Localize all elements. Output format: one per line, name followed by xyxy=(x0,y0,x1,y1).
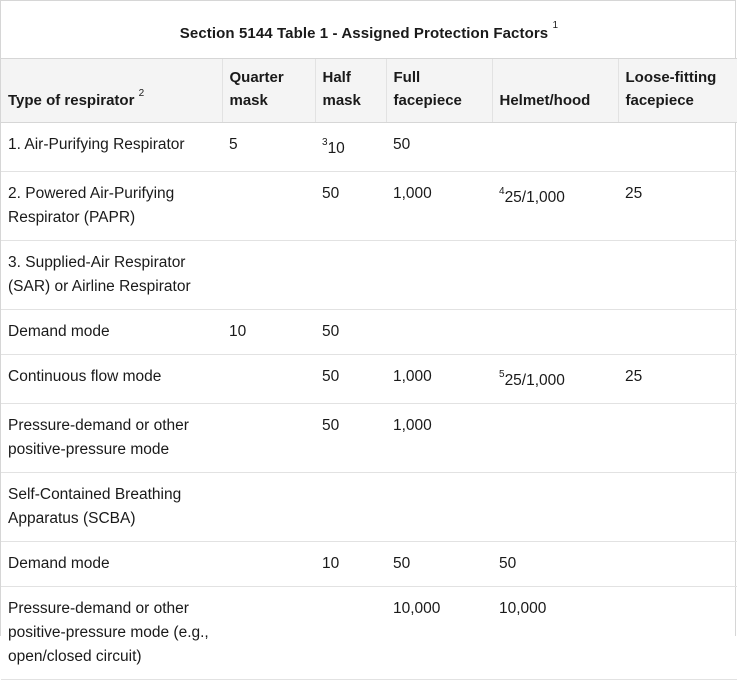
cell-half xyxy=(315,240,386,309)
cell-loose xyxy=(618,240,737,309)
cell-half: 50 xyxy=(315,171,386,240)
cell-full: 50 xyxy=(386,122,492,171)
cell-quarter xyxy=(222,403,315,472)
cell-loose xyxy=(618,472,737,541)
cell-full xyxy=(386,240,492,309)
table-row xyxy=(1,240,737,309)
cell-half xyxy=(315,586,386,679)
table-row xyxy=(1,403,737,472)
cell-quarter xyxy=(222,586,315,679)
header-full-line2: facepiece xyxy=(393,91,462,109)
cell-full: 1,000 xyxy=(386,403,492,472)
header-half-line2: mask xyxy=(322,91,361,109)
cell-helmet: 50 xyxy=(492,541,618,586)
cell-type: 1. Air-Purifying Respirator xyxy=(1,122,222,171)
header-quarter-mask xyxy=(222,59,315,122)
cell-half xyxy=(315,472,386,541)
cell-loose xyxy=(618,403,737,472)
cell-half: 50 xyxy=(315,403,386,472)
header-helmet-hood xyxy=(492,59,618,122)
table-row xyxy=(1,586,737,679)
cell-half: 10 xyxy=(315,541,386,586)
cell-helmet xyxy=(492,240,618,309)
cell-half xyxy=(315,122,386,171)
cell-type: Demand mode xyxy=(1,309,222,354)
cell-quarter xyxy=(222,171,315,240)
cell-quarter xyxy=(222,541,315,586)
cell-helmet xyxy=(492,122,618,171)
cell-helmet-value: 25/1,000 xyxy=(504,371,565,389)
cell-loose xyxy=(618,586,737,679)
cell-quarter xyxy=(222,240,315,309)
cell-helmet-footnote[interactable]: 4 xyxy=(499,185,505,197)
table-row xyxy=(1,541,737,586)
cell-loose xyxy=(618,309,737,354)
cell-quarter xyxy=(222,354,315,403)
cell-type: Continuous flow mode xyxy=(1,354,222,403)
cell-half: 50 xyxy=(315,309,386,354)
table-row xyxy=(1,354,737,403)
table-row xyxy=(1,171,737,240)
table-title xyxy=(1,1,737,59)
cell-helmet xyxy=(492,354,618,403)
cell-type: Demand mode xyxy=(1,541,222,586)
cell-full xyxy=(386,309,492,354)
cell-helmet xyxy=(492,171,618,240)
cell-type: 3. Supplied-Air Respirator (SAR) or Airline Respirator xyxy=(1,240,222,309)
header-type xyxy=(1,59,222,122)
table-row xyxy=(1,472,737,541)
cell-helmet-footnote[interactable]: 5 xyxy=(499,368,505,380)
cell-full: 1,000 xyxy=(386,171,492,240)
table-header xyxy=(1,59,737,122)
cell-quarter: 10 xyxy=(222,309,315,354)
cell-loose: 25 xyxy=(618,171,737,240)
header-half-mask xyxy=(315,59,386,122)
cell-type: Pressure-demand or other positive-pressure mode (e.g., open/closed circuit) xyxy=(1,586,222,679)
cell-quarter: 5 xyxy=(222,122,315,171)
cell-helmet: 10,000 xyxy=(492,586,618,679)
cell-loose xyxy=(618,541,737,586)
cell-loose: 25 xyxy=(618,354,737,403)
header-half-line1: Half xyxy=(322,68,351,86)
cell-full xyxy=(386,472,492,541)
cell-type: Self-Contained Breathing Apparatus (SCBA) xyxy=(1,472,222,541)
table-title-footnote[interactable]: 1 xyxy=(552,20,559,31)
cell-half-footnote[interactable]: 3 xyxy=(322,136,328,148)
header-helmet-label: Helmet/hood xyxy=(499,91,591,109)
table-title-text: Section 5144 Table 1 - Assigned Protection Factors xyxy=(179,25,549,42)
cell-type: 2. Powered Air-Purifying Respirator (PAPR) xyxy=(1,171,222,240)
cell-helmet xyxy=(492,403,618,472)
cell-quarter xyxy=(222,472,315,541)
header-quarter-line2: mask xyxy=(229,91,268,109)
header-type-label: Type of respirator xyxy=(8,91,135,109)
header-full-line1: Full xyxy=(393,68,421,86)
header-type-footnote[interactable]: 2 xyxy=(138,87,145,99)
cell-half: 50 xyxy=(315,354,386,403)
cell-type: Pressure-demand or other positive-pressure mode xyxy=(1,403,222,472)
header-row xyxy=(1,59,737,122)
cell-half-value: 10 xyxy=(327,139,345,157)
cell-full: 50 xyxy=(386,541,492,586)
header-full-facepiece xyxy=(386,59,492,122)
table-body xyxy=(1,122,737,679)
table-row xyxy=(1,122,737,171)
cell-full: 1,000 xyxy=(386,354,492,403)
protection-factors-table xyxy=(1,1,737,680)
cell-helmet-value: 25/1,000 xyxy=(504,188,565,206)
cell-loose xyxy=(618,122,737,171)
table-row xyxy=(1,309,737,354)
header-quarter-line1: Quarter xyxy=(229,68,284,86)
header-loose-line2: facepiece xyxy=(625,91,694,109)
cell-helmet xyxy=(492,309,618,354)
header-loose-line1: Loose-fitting xyxy=(625,68,717,86)
cell-full: 10,000 xyxy=(386,586,492,679)
header-loose-fitting xyxy=(618,59,737,122)
cell-helmet xyxy=(492,472,618,541)
